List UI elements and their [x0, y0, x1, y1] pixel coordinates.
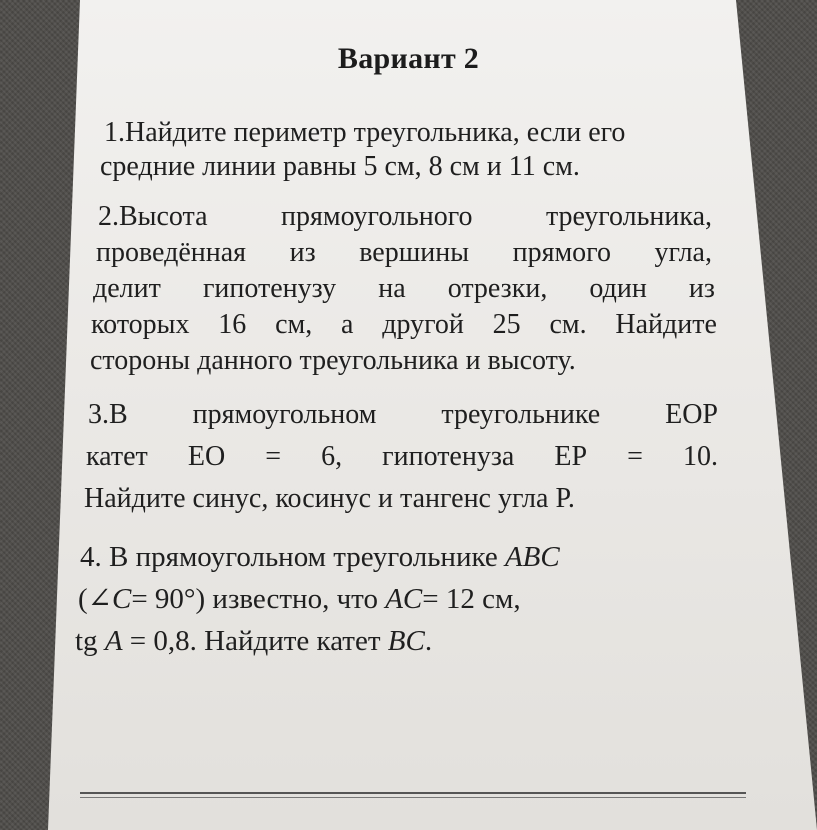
task3-line3: Найдите синус, косинус и тангенс угла P. [84, 483, 575, 514]
word: на [378, 273, 406, 304]
word: вершины [359, 237, 470, 268]
word: из [688, 273, 715, 304]
word: другой [382, 309, 464, 340]
word: EOP [665, 399, 718, 430]
task2-line3 [93, 272, 715, 306]
word: угла, [654, 237, 712, 268]
word: а [341, 309, 354, 340]
task4-line1 [80, 540, 560, 574]
word: EO [187, 441, 226, 472]
word: один [589, 273, 647, 304]
word: EP [554, 441, 588, 472]
task4-var: ABC [504, 541, 560, 573]
word: из [289, 237, 316, 268]
task3-line2 [86, 440, 718, 474]
task3-line1 [88, 398, 718, 432]
task4-text: = 12 см, [422, 583, 521, 615]
word: треугольнике [441, 399, 601, 430]
word: которых [91, 309, 190, 340]
word: прямоугольном [192, 399, 377, 430]
task4-var: AC [385, 583, 423, 615]
task1-line1: 1.Найдите периметр треугольника, если его [104, 117, 626, 148]
word: прямого [512, 237, 611, 268]
word: 16 [218, 309, 247, 340]
word: проведённая [96, 237, 247, 268]
word: отрезки, [447, 273, 548, 304]
word: Найдите [615, 309, 717, 340]
task4-text: = 0,8. Найдите катет [122, 625, 388, 657]
task4-var: A [104, 625, 123, 657]
word: 10. [682, 441, 718, 472]
word: 25 [492, 309, 521, 340]
task2-line4 [91, 308, 717, 342]
task4-var: C [111, 583, 132, 615]
task4-text: 4. В прямоугольном треугольнике [80, 541, 505, 573]
task4-line2 [78, 582, 521, 616]
task2-line5: стороны данного треугольника и высоту. [90, 345, 576, 376]
word: гипотенузу [202, 273, 337, 304]
task4-text: tg [75, 625, 105, 657]
word: треугольника, [545, 201, 712, 232]
task4-var: BC [387, 625, 425, 657]
word: гипотенуза [382, 441, 515, 472]
page-title: Вариант 2 [337, 42, 480, 75]
word: 3.В [88, 399, 128, 430]
task4-text: (∠ [78, 583, 112, 615]
word: = [627, 441, 643, 472]
task1-line2: средние линии равны 5 см, 8 см и 11 см. [100, 151, 580, 182]
word: прямоугольного [281, 201, 473, 232]
divider [80, 797, 746, 798]
task4-text: . [424, 625, 433, 657]
word: см, [275, 309, 313, 340]
word: делит [93, 273, 161, 304]
word: катет [86, 441, 148, 472]
task4-line3 [75, 624, 432, 658]
word: 2.Высота [98, 201, 208, 232]
word: см. [549, 309, 587, 340]
word: 6, [321, 441, 343, 472]
task2-line2 [96, 236, 712, 270]
task4-text: = 90°) известно, что [131, 583, 386, 615]
task2-line1 [98, 200, 712, 234]
word: = [265, 441, 282, 472]
divider [80, 792, 746, 794]
